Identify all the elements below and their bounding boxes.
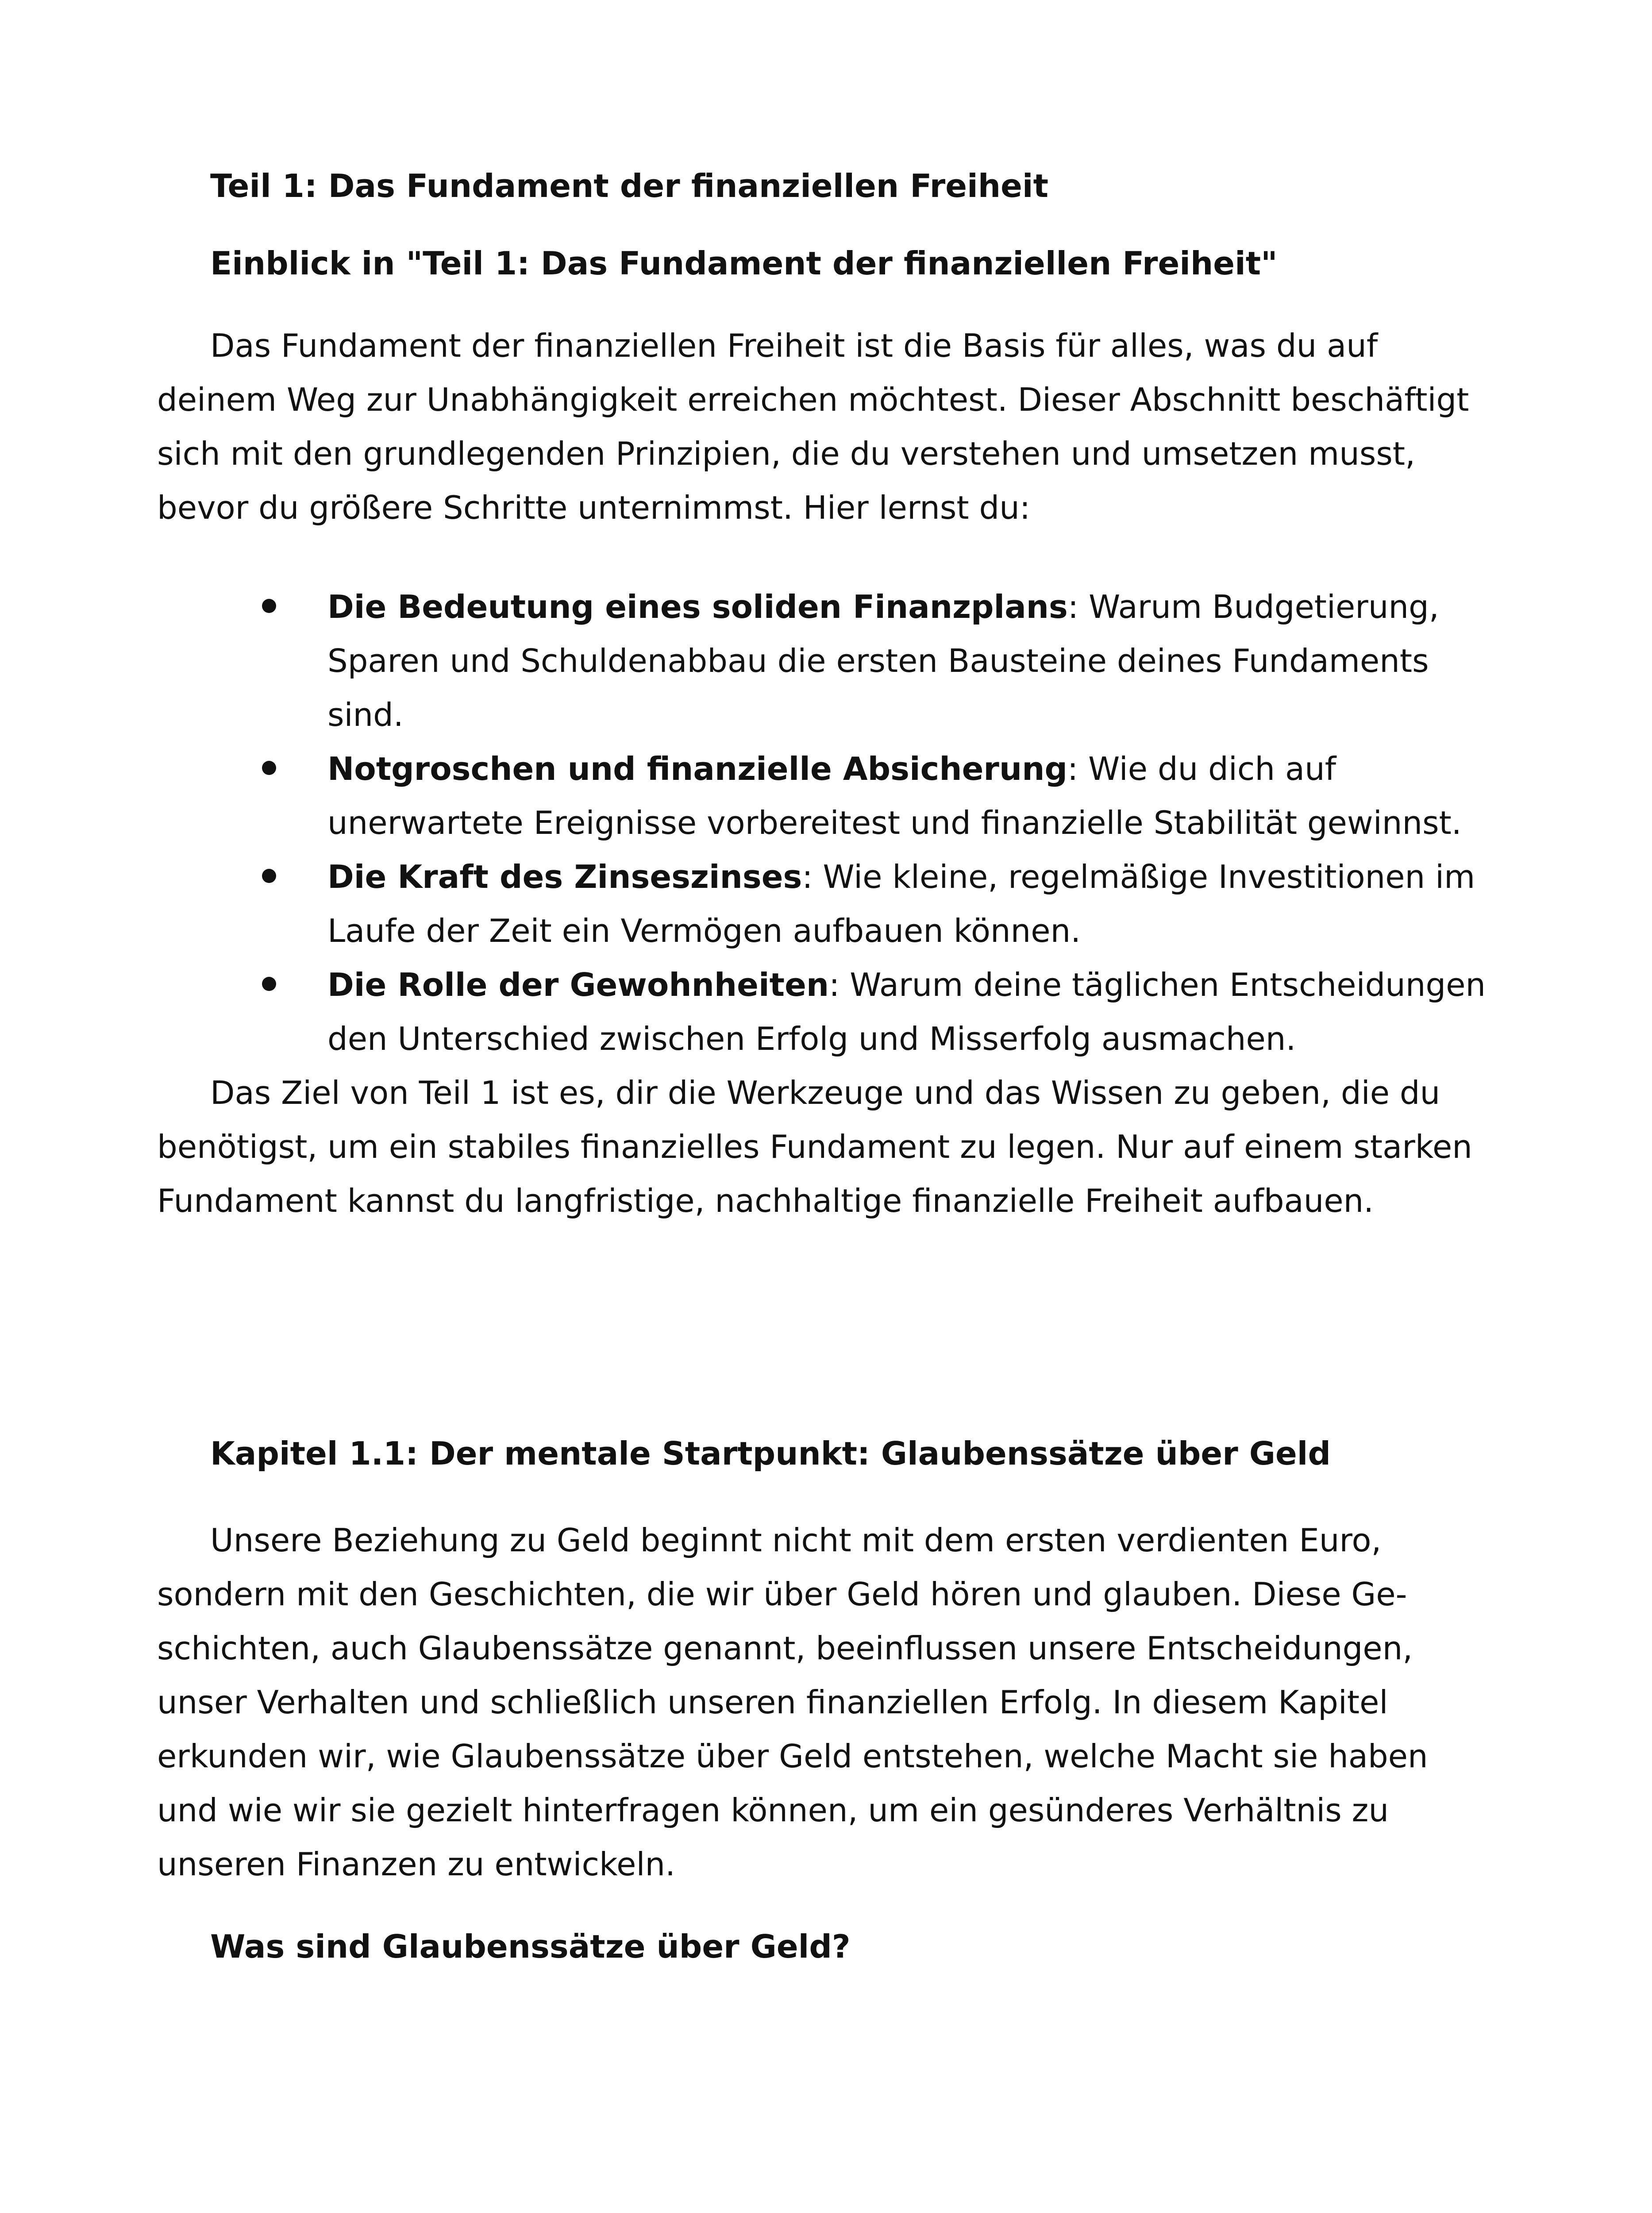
list-item xyxy=(157,580,1489,742)
section-heading: Was sind Glaubenssätze über Geld? xyxy=(210,1928,851,1965)
list-item-term: Die Bedeutung eines soliden Finanzplans xyxy=(327,588,1068,625)
bullet-icon xyxy=(262,761,276,775)
document-content xyxy=(157,164,1489,1969)
bullet-icon xyxy=(262,869,276,883)
list-item xyxy=(157,742,1489,850)
intro-paragraph: Das Fundament der finanziellen Freiheit ist die Basis für alles, was du auf deinem Weg zur Unabhängigkeit erreichen möchtest. Dieser Abschnitt beschäftigt sich mit den grundlegenden Prinzipien, die du verstehen und umsetzen musst, bevor du größere Schritte unternimmst. Hier lernst du: xyxy=(157,327,1469,526)
list-item-text: : Warum Budgetierung, Sparen und Schuldenabbau die ersten Bausteine deines Fundaments sind. xyxy=(327,588,1439,733)
list-item xyxy=(157,958,1489,1066)
list-item-term: Die Kraft des Zinseszinses xyxy=(327,858,802,895)
list-item-term: Die Rolle der Gewohnheiten xyxy=(327,966,829,1003)
bullet-icon xyxy=(262,977,276,991)
part-heading: Teil 1: Das Fundament der finanziellen Freiheit xyxy=(210,167,1049,204)
list-item-text: : Wie du dich auf unerwartete Ereignisse vorbereitest und finanzielle Stabilität gewinnst. xyxy=(327,750,1462,841)
goal-paragraph: Das Ziel von Teil 1 ist es, dir die Werkzeuge und das Wissen zu geben, die du benötigst, um ein stabiles finanzielles Fundament zu legen. Nur auf einem starken Fundament kannst du langfristige, nachhaltige finanzielle Freiheit aufbauen. xyxy=(157,1074,1472,1219)
list-item-text: : Wie kleine, regelmäßige Investitionen im Laufe der Zeit ein Vermögen aufbauen können. xyxy=(327,858,1475,949)
chapter-heading: Kapitel 1.1: Der mentale Startpunkt: Glaubenssätze über Geld xyxy=(210,1435,1331,1472)
topic-list xyxy=(157,580,1489,1066)
bullet-icon xyxy=(262,599,276,613)
list-item xyxy=(157,850,1489,958)
list-item-term: Notgroschen und finanzielle Absicherung xyxy=(327,750,1067,787)
chapter-paragraph: Unsere Beziehung zu Geld beginnt nicht mit dem ersten verdienten Euro, sondern mit den Geschichten, die wir über Geld hören und glauben. Diese Geschichten, auch Glaubenssätze genannt, beeinflussen unsere Entscheidungen, unser Verhalten und schließlich unseren finanziellen Erfolg. In diesem Kapitel erkunden wir, wie Glaubenssätze über Geld entstehen, welche Macht sie haben und wie wir sie gezielt hinterfragen können, um ein gesünderes Verhältnis zu unseren Finanzen zu entwickeln. xyxy=(157,1522,1428,1883)
insight-heading: Einblick in "Teil 1: Das Fundament der finanziellen Freiheit" xyxy=(210,245,1278,282)
list-item-text: : Warum deine täglichen Entscheidungen den Unterschied zwischen Erfolg und Misserfolg ausmachen. xyxy=(327,966,1486,1057)
